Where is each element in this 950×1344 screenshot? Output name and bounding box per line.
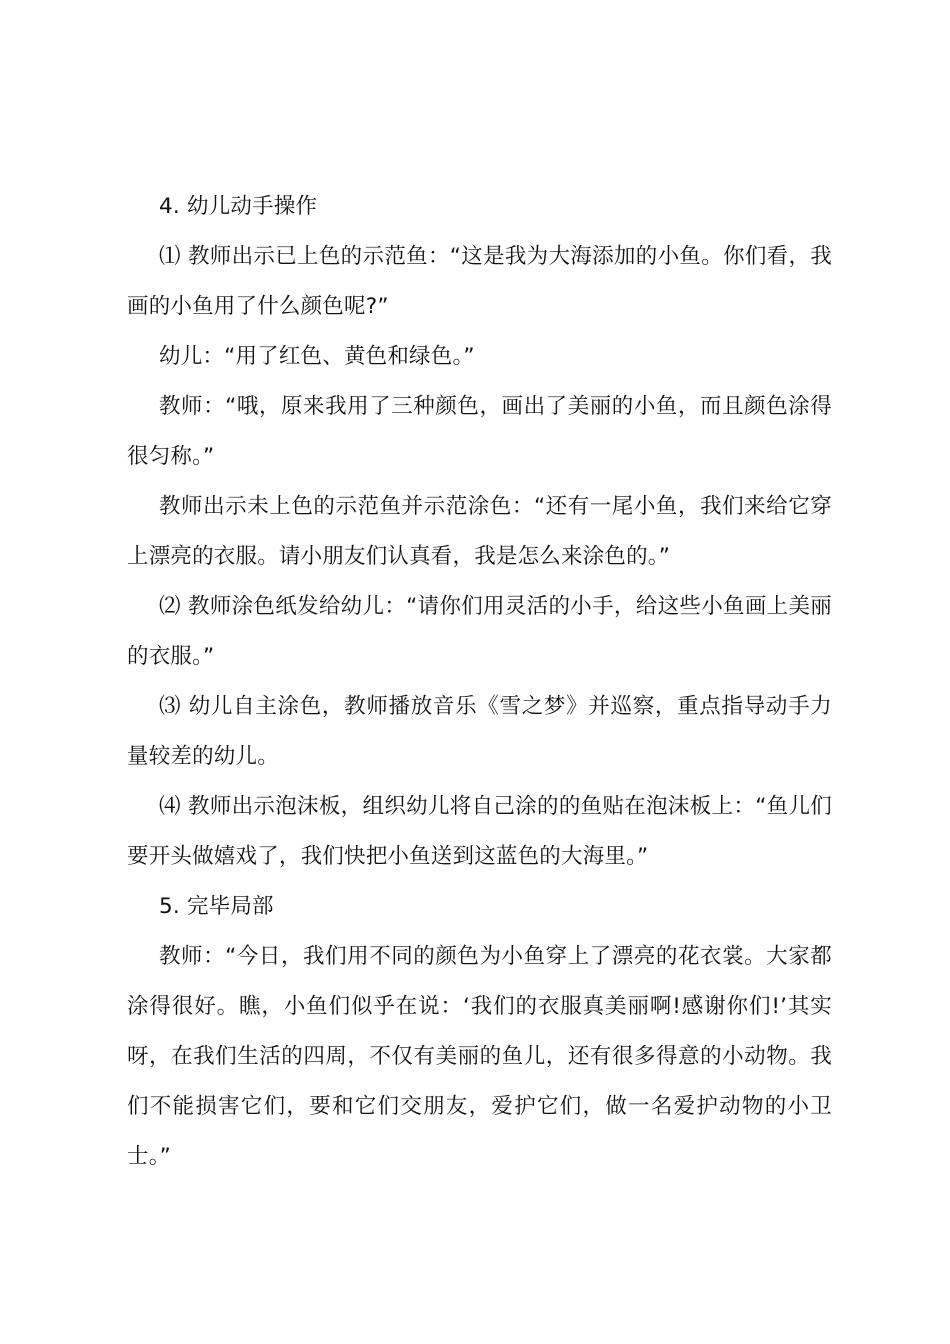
- paragraph-step-1: ⑴ 教师出示已上色的示范鱼：“这是我为大海添加的小鱼。你们看，我画的小鱼用了什么颜色呢?”: [127, 244, 832, 319]
- paragraph-teacher-demo: 教师出示未上色的示范鱼并示范涂色：“还有一尾小鱼，我们来给它穿上漂亮的衣服。请小朋友们认真看，我是怎么来涂色的。”: [127, 494, 832, 569]
- paragraph-closing: 教师：“今日，我们用不同的颜色为小鱼穿上了漂亮的花衣裳。大家都涂得很好。瞧，小鱼们似乎在说：‘我们的衣服真美丽啊!感谢你们!’其实呀，在我们生活的四周，不仅有美丽的鱼儿，还有很多得意的小动物。我们不能损害它们，要和它们交朋友，爱护它们，做一名爱护动物的小卫士。”: [127, 944, 832, 1169]
- paragraph-step-2: ⑵ 教师涂色纸发给幼儿：“请你们用灵活的小手，给这些小鱼画上美丽的衣服。”: [127, 594, 832, 669]
- section-heading-4: 4. 幼儿动手操作: [159, 194, 318, 219]
- section-heading-5: 5. 完毕局部: [159, 894, 274, 919]
- paragraph-step-4: ⑷ 教师出示泡沫板，组织幼儿将自己涂的的鱼贴在泡沫板上：“鱼儿们要开头做嬉戏了，我们快把小鱼送到这蓝色的大海里。”: [127, 794, 832, 869]
- document-page: [127, 182, 832, 1182]
- paragraph-teacher-reply: 教师：“哦，原来我用了三种颜色，画出了美丽的小鱼，而且颜色涂得很匀称。”: [127, 394, 832, 469]
- paragraph-step-3: ⑶ 幼儿自主涂色，教师播放音乐《雪之梦》并巡察，重点指导动手力量较差的幼儿。: [127, 694, 832, 769]
- paragraph-child-reply: 幼儿：“用了红色、黄色和绿色。”: [159, 344, 475, 369]
